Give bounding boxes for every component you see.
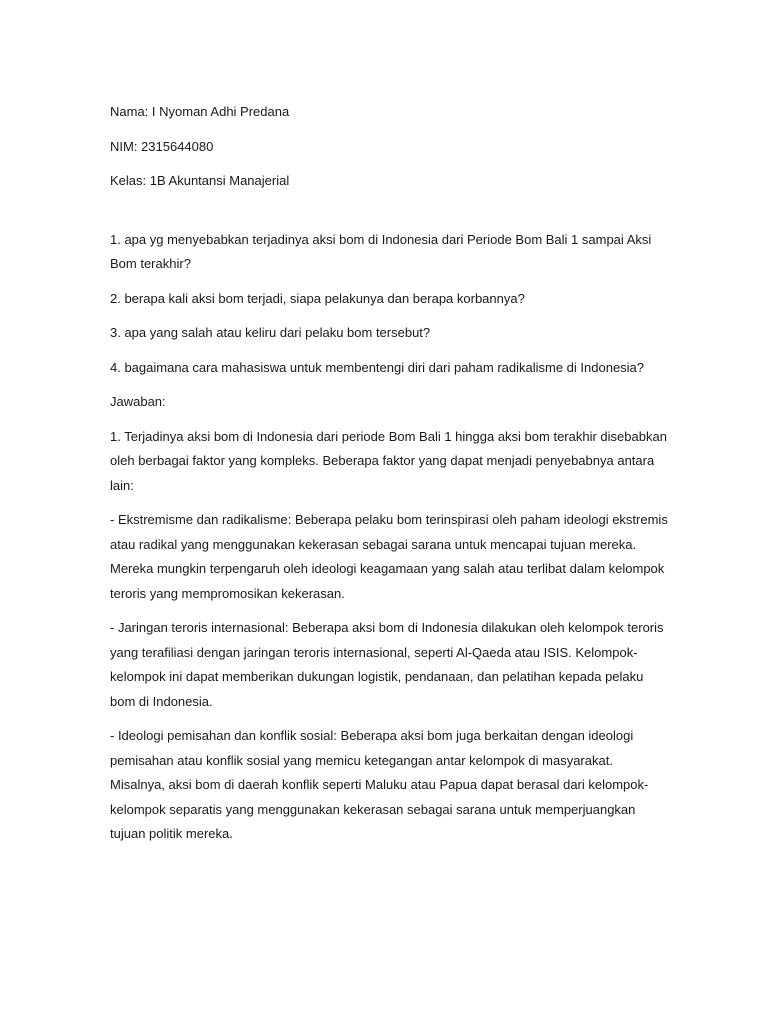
student-class: Kelas: 1B Akuntansi Manajerial — [110, 173, 290, 188]
question-2: 2. berapa kali aksi bom terjadi, siapa pelakunya dan berapa korbannya? — [110, 290, 525, 306]
question-3: 3. apa yang salah atau keliru dari pelaku bom tersebut? — [110, 325, 431, 340]
answer-paragraph-intro: 1. Terjadinya aksi bom di Indonesia dari periode Bom Bali 1 hingga aksi bom terakhir disebabkan oleh berbagai faktor yang kompleks. Beberapa faktor yang dapat menjadi penyebabnya antara lain: — [110, 428, 667, 493]
student-name: Nama: I Nyoman Adhi Predana — [110, 104, 290, 119]
answer-paragraph-extremism: - Ekstremisme dan radikalisme: Beberapa pelaku bom terinspirasi oleh paham ideologi ekstremis atau radikal yang menggunakan kekerasan sebagai sarana untuk mencapai tujuan mereka. Mereka mungkin terpengaruh oleh ideologi keagamaan yang salah atau terlibat dalam kelompok teroris yang mempromosikan kekerasan. — [110, 512, 668, 601]
answers-heading: Jawaban: — [110, 394, 166, 409]
answer-paragraph-terror-network: - Jaringan teroris internasional: Beberapa aksi bom di Indonesia dilakukan oleh kelompok teroris yang terafiliasi dengan jaringan teroris internasional, seperti Al-Qaeda atau ISIS. Kelompok-kelompok ini dapat memberikan dukungan logistik, pendanaan, dan pelatihan kepada pelaku bom di Indonesia. — [110, 620, 664, 709]
document-body — [110, 100, 670, 857]
answer-paragraph-separatism: - Ideologi pemisahan dan konflik sosial: Beberapa aksi bom juga berkaitan dengan ideologi pemisahan atau konflik sosial yang memicu ketegangan antar kelompok di masyarakat. Misalnya, aksi bom di daerah konflik seperti Maluku atau Papua dapat berasal dari kelompok-kelompok separatis yang menggunakan kekerasan sebagai sarana untuk memperjuangkan tujuan politik mereka. — [110, 728, 649, 841]
student-nim: NIM: 2315644080 — [110, 138, 214, 154]
question-1: 1. apa yg menyebabkan terjadinya aksi bom di Indonesia dari Periode Bom Bali 1 sampai Aksi Bom terakhir? — [110, 231, 652, 271]
question-4: 4. bagaimana cara mahasiswa untuk membentengi diri dari paham radikalisme di Indonesia? — [110, 359, 645, 375]
